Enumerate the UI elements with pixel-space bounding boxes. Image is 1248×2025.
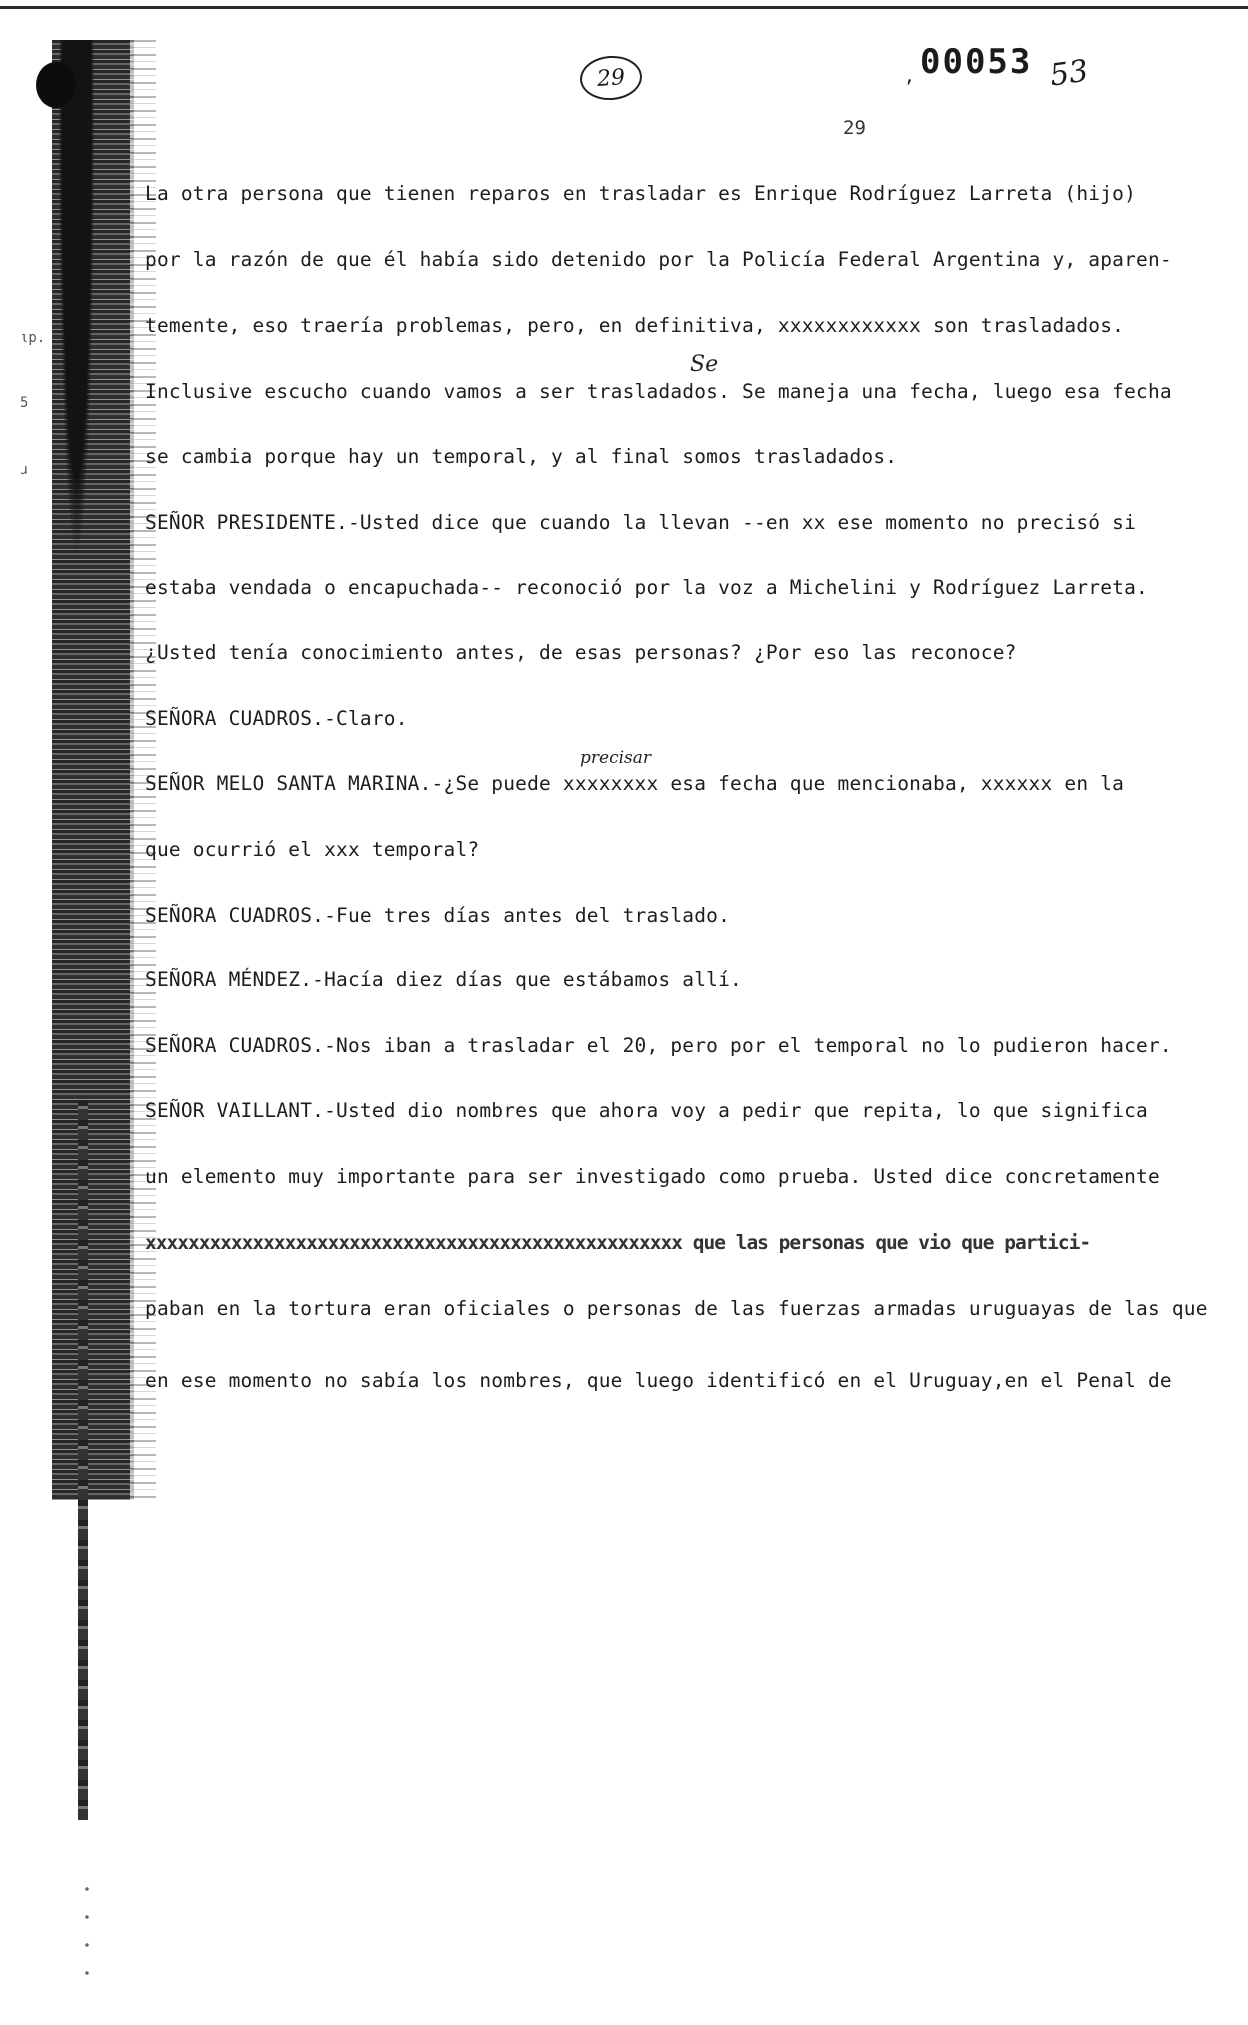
margin-mark: ιp. <box>20 330 46 346</box>
handwritten-correction-se: Se <box>690 352 719 377</box>
text-line: que ocurrió el xxx temporal? <box>145 838 480 861</box>
handwritten-correction-precisar: precisar <box>580 748 652 768</box>
punch-hole <box>36 62 76 108</box>
binding-strip-lower <box>78 1100 88 1820</box>
text-line: se cambia porque hay un temporal, y al final somos trasladados. <box>145 445 898 468</box>
binding-shadow <box>52 40 134 1500</box>
handwritten-folio: 53 <box>1047 53 1091 94</box>
folio-tick: , <box>904 66 915 87</box>
dotted-marks <box>82 1875 92 1995</box>
speaker-line: SEÑORA CUADROS.-Nos iban a trasladar el 20, pero por el temporal no lo pudieron hacer. <box>145 1034 1172 1057</box>
margin-mark: 5 <box>20 395 29 411</box>
page-top-edge <box>0 6 1248 9</box>
text-line: por la razón de que él había sido detenido por la Policía Federal Argentina y, aparen- <box>145 248 1172 271</box>
text-line: un elemento muy importante para ser investigado como prueba. Usted dice concretamente <box>145 1165 1160 1188</box>
margin-mark: ɹ <box>20 462 29 478</box>
speaker-line: SEÑORA MÉNDEZ.-Hacía diez días que estábamos allí. <box>145 968 742 991</box>
text-line: Inclusive escucho cuando vamos a ser trasladados. Se maneja una fecha, luego esa fecha <box>145 380 1172 403</box>
speaker-line: SEÑORA CUADROS.-Fue tres días antes del traslado. <box>145 904 731 927</box>
speaker-line: SEÑORA CUADROS.-Claro. <box>145 707 408 730</box>
text-line-struck: xxxxxxxxxxxxxxxxxxxxxxxxxxxxxxxxxxxxxxxxxxxxxxxxxx que las personas que vio que partici- <box>145 1231 1091 1254</box>
page-number: 29 <box>843 117 866 139</box>
text-line: ¿Usted tenía conocimiento antes, de esas personas? ¿Por eso las reconoce? <box>145 641 1017 664</box>
circled-page-stamp: 29 <box>579 54 644 102</box>
text-line: La otra persona que tienen reparos en trasladar es Enrique Rodríguez Larreta (hijo) <box>145 182 1137 205</box>
text-line: paban en la tortura eran oficiales o personas de las fuerzas armadas uruguayas de las que <box>145 1297 1208 1320</box>
speaker-line: SEÑOR PRESIDENTE.-Usted dice que cuando la llevan --en xx ese momento no precisó si <box>145 511 1137 534</box>
folio-number: 00053 <box>920 42 1033 82</box>
text-line: en ese momento no sabía los nombres, que luego identificó en el Uruguay,en el Penal de <box>145 1369 1172 1392</box>
text-line: temente, eso traería problemas, pero, en definitiva, xxxxxxxxxxxx son trasladados. <box>145 314 1125 337</box>
speaker-line: SEÑOR VAILLANT.-Usted dio nombres que ahora voy a pedir que repita, lo que significa <box>145 1099 1148 1122</box>
text-line: estaba vendada o encapuchada-- reconoció por la voz a Michelini y Rodríguez Larreta. <box>145 576 1148 599</box>
speaker-line: SEÑOR MELO SANTA MARINA.-¿Se puede xxxxxxxx esa fecha que mencionaba, xxxxxx en la <box>145 772 1125 795</box>
